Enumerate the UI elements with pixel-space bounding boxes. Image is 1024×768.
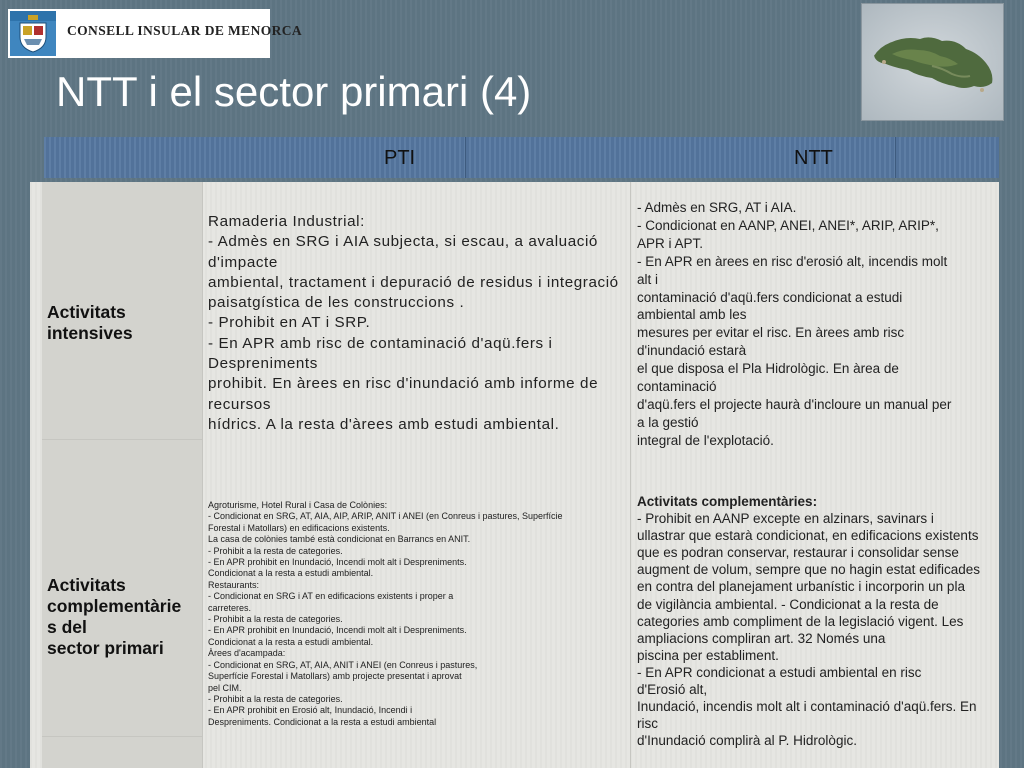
text-line: - En APR prohibit en Erosió alt, Inundació, Incendi i xyxy=(208,705,413,716)
text-line: Forestal i Matollars) en edificacions existents. xyxy=(208,522,390,533)
text-line: augment de volum, sempre que no hagin estat edificades xyxy=(637,562,980,578)
text-line: - Condicionat en AANP, ANEI, ANEI*, ARIP, ARIP*, xyxy=(637,217,939,233)
text-line: el que disposa el Pla Hidrològic. En àrea de xyxy=(637,361,899,377)
text-line: d'Inundació complirà al P. Hidrològic. xyxy=(637,733,857,749)
text-line: que es podran conservar, restaurar i consolidar sense xyxy=(637,545,959,561)
text-line: prohibit. En àrees en risc d'inundació amb informe de xyxy=(208,375,599,393)
text-line: en contra del planejament urbanístic i incorporin un pla xyxy=(637,579,965,595)
text-line: contaminació xyxy=(637,379,717,395)
row-label-intensive xyxy=(47,302,197,344)
text-line: integral de l'explotació. xyxy=(637,432,774,448)
pti-intensive-text xyxy=(208,212,626,435)
text-line: Agroturisme, Hotel Rural i Casa de Colònies: xyxy=(208,500,388,510)
text-line: Àrees d'acampada: xyxy=(208,648,286,659)
text-line: d'Erosió alt, xyxy=(637,682,708,698)
organization-name: CONSELL INSULAR DE MENORCA xyxy=(67,23,303,38)
text-line: carreteres. xyxy=(208,602,252,613)
ntt-complementary-text xyxy=(637,493,999,749)
table-header xyxy=(44,137,999,178)
row-divider xyxy=(42,439,202,440)
text-line: Superfície Forestal i Matollars) amb projecte presentat i aprovat xyxy=(208,671,462,682)
text-line: Condicionat a la resta a estudi ambiental. xyxy=(208,568,374,579)
text-line: - En APR condicionat a estudi ambiental en risc xyxy=(637,664,922,680)
text-line: contaminació d'aqü.fers condicionat a estudi xyxy=(637,289,903,305)
text-line: piscina per establiment. xyxy=(637,647,779,663)
text-line: - Prohibit en AT i SRP. xyxy=(208,314,371,332)
label-line: Activitats intensives xyxy=(47,302,133,343)
text-line: mesures per evitar el risc. En àrees amb risc xyxy=(637,325,905,341)
text-line: d'impacte xyxy=(208,253,278,271)
row-divider xyxy=(42,736,202,737)
text-line: Activitats complementàries: xyxy=(637,494,818,509)
text-line: recursos xyxy=(208,395,272,413)
text-line: ambiental amb les xyxy=(637,307,747,323)
text-line: ampliacions compliran art. 32 Només una xyxy=(637,630,886,646)
text-line: d'inundació estarà xyxy=(637,343,747,359)
text-line: APR i APT. xyxy=(637,235,704,251)
page-title: NTT i el sector primari (4) xyxy=(56,68,532,115)
column-divider xyxy=(630,182,631,768)
label-line: Activitats xyxy=(47,575,126,595)
text-line: Despreniments xyxy=(208,355,318,373)
text-line: - Condicionat en SRG i AT en edificacions existents i proper a xyxy=(208,591,454,602)
column-divider xyxy=(202,182,203,768)
text-line: - Prohibit a la resta de categories. xyxy=(208,614,343,625)
label-line: sector primari xyxy=(47,638,164,658)
text-line: - Admès en SRG i AIA subjecta, si escau, a avaluació xyxy=(208,233,598,251)
text-line: ullastrar que estarà condicionat, en edificacions existents xyxy=(637,528,979,544)
text-line: Ramaderia Industrial: xyxy=(208,213,365,230)
label-line: s del xyxy=(47,617,87,637)
text-line: Despreniments. Condicionat a la resta a estudi ambiental xyxy=(208,716,437,727)
text-line: - En APR en àrees en risc d'erosió alt, incendis molt xyxy=(637,253,948,269)
row-labels-column xyxy=(42,182,202,768)
text-line: Inundació, incendis molt alt i contaminació d'aqü.fers. En xyxy=(637,699,977,715)
header-divider xyxy=(465,137,466,178)
menorca-map-image xyxy=(861,3,1004,121)
logo xyxy=(8,9,303,58)
text-line: de vigilància ambiental. - Condicionat a la resta de xyxy=(637,596,939,612)
text-line: paisatgística de les construccions . xyxy=(208,294,465,312)
text-line: pel CIM. xyxy=(208,682,242,693)
text-line: - Prohibit a la resta de categories. xyxy=(208,693,343,704)
text-line: - Condicionat en SRG, AT, AIA, AIP, ARIP, ANIT i ANEI (en Conreus i pastures, Superfície xyxy=(208,511,563,522)
text-line: alt i xyxy=(637,271,659,287)
text-line: risc xyxy=(637,716,658,732)
header-divider xyxy=(895,137,896,178)
text-line: La casa de colònies també està condicionat en Barrancs en ANIT. xyxy=(208,534,471,545)
text-line: - Prohibit en AANP excepte en alzinars, savinars i xyxy=(637,511,934,527)
text-line: - En APR prohibit en Inundació, Incendi molt alt i Despreniments. xyxy=(208,625,467,636)
text-line: a la gestió xyxy=(637,414,699,430)
text-line: - Condicionat en SRG, AT, AIA, ANIT i ANEI (en Conreus i pastures, xyxy=(208,659,478,670)
text-line: categories amb compliment de la legislació vigent. Les xyxy=(637,613,964,629)
text-line: Restaurants: xyxy=(208,579,260,590)
text-line: ambiental, tractament i depuració de residus i integració xyxy=(208,273,619,291)
header-ntt: NTT xyxy=(794,147,833,169)
label-line: complementàrie xyxy=(47,596,182,616)
text-line: Condicionat a la resta a estudi ambiental. xyxy=(208,636,374,647)
header-pti: PTI xyxy=(384,147,416,169)
text-line: - En APR prohibit en Inundació, Incendi molt alt i Despreniments. xyxy=(208,557,467,568)
text-line: - Prohibit a la resta de categories. xyxy=(208,545,343,556)
pti-complementary-text xyxy=(208,500,626,728)
text-line: - Admès en SRG, AT i AIA. xyxy=(637,200,797,215)
text-line: hídrics. A la resta d'àrees amb estudi ambiental. xyxy=(208,415,560,433)
ntt-intensive-text xyxy=(637,199,999,450)
text-line: - En APR amb risc de contaminació d'aqü.fers i xyxy=(208,334,553,352)
comparison-table xyxy=(30,182,999,768)
coat-of-arms-icon xyxy=(10,11,56,56)
text-line: d'aqü.fers el projecte haurà d'incloure un manual per xyxy=(637,396,952,412)
row-label-complementary xyxy=(47,575,202,659)
